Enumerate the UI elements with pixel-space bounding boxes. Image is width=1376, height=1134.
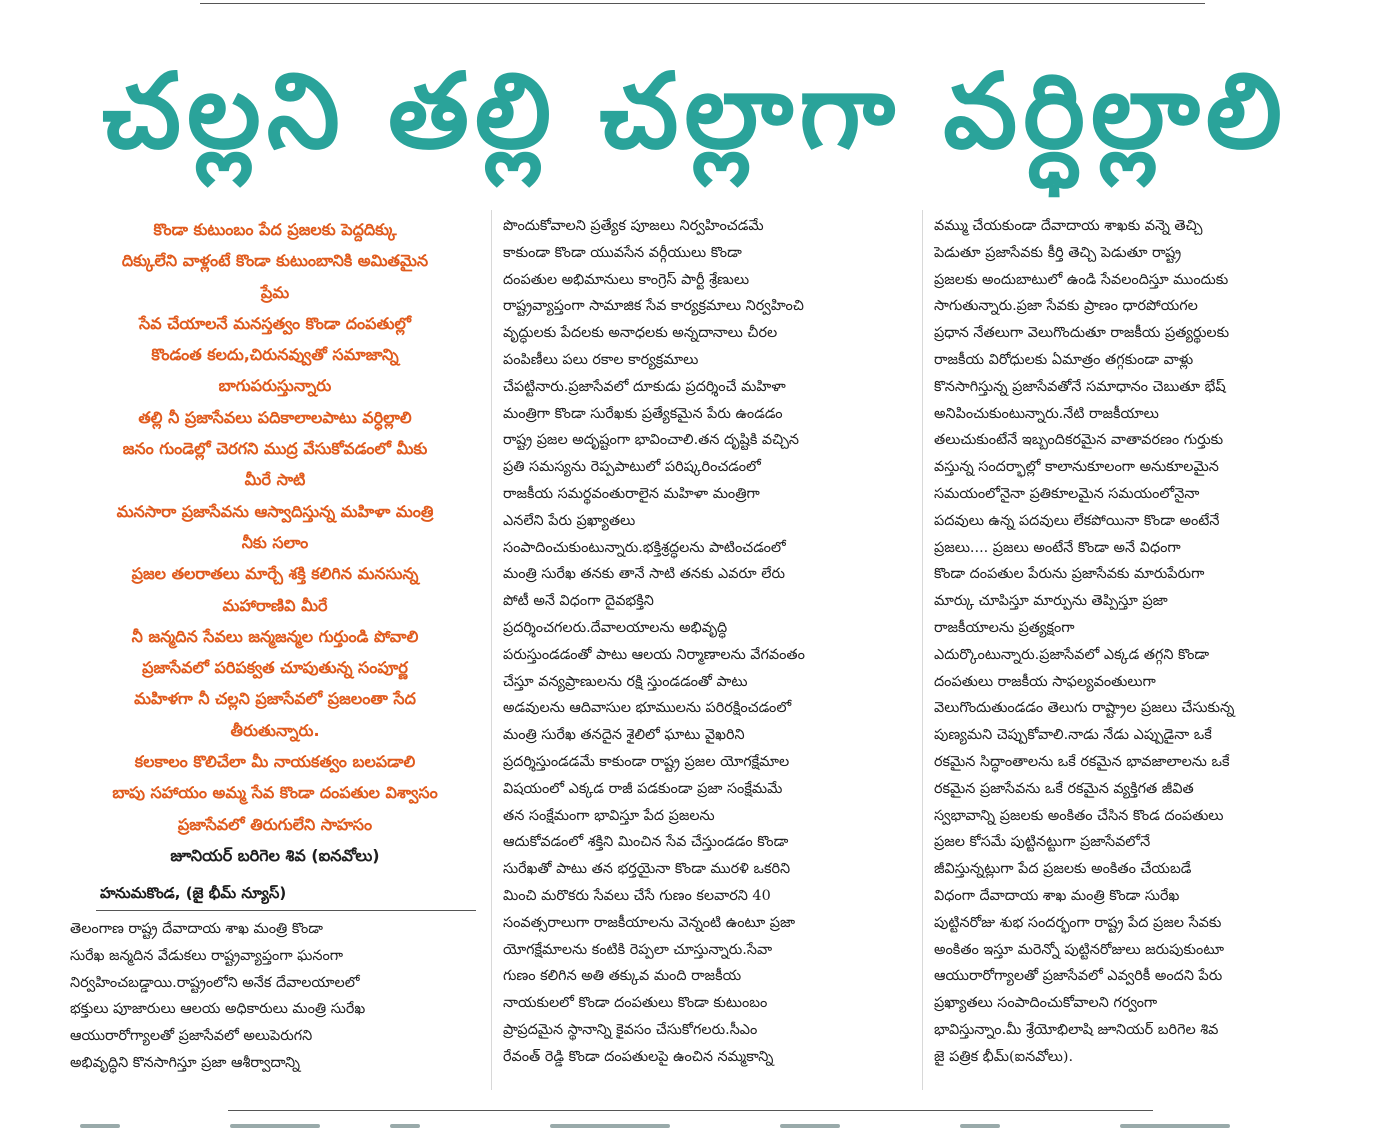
dateline-rule xyxy=(96,910,476,911)
article-line: అభివృద్ధిని కొనసాగిస్తూ ప్రజా ఆశీర్వాదాన్ని xyxy=(70,1054,301,1071)
article-line: అనిపించుకుంటున్నారు.నేటి రాజకీయాలు xyxy=(934,405,1159,422)
article-line: తలుచుకుంటేనే ఇబ్బందికరమైన వాతావరణం గుర్తుకు xyxy=(934,432,1224,449)
article-line: వెలుగొందుతుండడం తెలుగు రాష్ట్రాల ప్రజలు చేసుకున్న xyxy=(934,700,1235,717)
article-line: పుట్టినరోజు శుభ సందర్భంగా రాష్ట్ర పేద ప్రజల సేవకు xyxy=(934,914,1222,931)
article-line: ఎనలేని పేరు ప్రఖ్యాతలు xyxy=(503,512,636,529)
tagline-line: నీకు సలాం xyxy=(241,532,309,552)
article-line: చేస్తూ వన్యప్రాణులను రక్షి స్తుండడంతో పాటు xyxy=(503,673,748,690)
article-line: రేవంత్ రెడ్డి కొండా దంపతులపై ఉంచిన నమ్మకాన్ని xyxy=(503,1048,774,1065)
article-line: ప్రదర్శిస్తుండడమే కాకుండా రాష్ట్ర ప్రజల యోగక్షేమాల xyxy=(503,753,790,770)
article-line: పోటీ అనే విధంగా దైవభక్తిని xyxy=(503,593,654,610)
column-divider xyxy=(922,210,923,1090)
tagline-line: నీ జన్మదిన సేవలు జన్మజన్మల గుర్తుండి పోవాలి xyxy=(131,626,419,646)
article-column-left xyxy=(70,916,478,1077)
article-line: దంపతులు రాజకీయ సాఫల్యవంతులుగా xyxy=(934,673,1156,690)
article-line: భక్తులు పూజారులు ఆలయ అధికారులు మంత్రి సురేఖ xyxy=(70,1001,366,1018)
article-line: సమయంలోనైనా ప్రతికూలమైన సమయంలోనైనా xyxy=(934,485,1200,502)
article-line: దంపతుల అభిమానులు కాంగ్రెస్ పార్టీ శ్రేణులు xyxy=(503,271,750,288)
article-line: నిర్వహించబడ్డాయి.రాష్ట్రంలోని అనేక దేవాలయాలలో xyxy=(70,974,360,991)
tagline-line: బాగుపరుస్తున్నారు xyxy=(218,376,332,396)
article-line: పొందుకోవాలని ప్రత్యేక పూజలు నిర్వహించడమే xyxy=(503,218,764,234)
article-line: మించి మరొకరు సేవలు చేసే గుణం కలవారని 40 xyxy=(503,887,771,904)
article-line: వస్తున్న సందర్భాల్లో కాలానుకూలంగా అనుకూలమైన xyxy=(934,459,1219,476)
tagline-line: ప్రజాసేవలో పరిపక్వత చూపుతున్న సంపూర్ణ xyxy=(142,658,408,678)
article-line: రకమైన సిద్ధాంతాలను ఒకే రకమైన భావజాలాలను ఒకే xyxy=(934,753,1230,770)
headline: చల్లని తల్లి చల్లాగా వర్ధిల్లాలి xyxy=(102,50,1288,172)
article-line: ప్రతి సమస్యను రెప్పపాటులో పరిష్కరించడంలో xyxy=(503,459,761,476)
article-line: సాగుతున్నారు.ప్రజా సేవకు ప్రాణం ధారపోయగల xyxy=(934,298,1198,315)
tagline-block xyxy=(66,214,484,871)
article-line: మంత్రి సురేఖ తనదైన శైలిలో ఘాటు వైఖరిని xyxy=(503,727,745,744)
tagline-line: దిక్కులేని వాళ్లంటే కొండా కుటుంబానికి అమితమైన xyxy=(121,251,429,271)
article-line: తెలంగాణ రాష్ట్ర దేవాదాయ శాఖ మంత్రి కొండా xyxy=(70,921,323,937)
tagline-line: కలకాలం కొలిచేలా మీ నాయకత్వం బలపడాలి xyxy=(134,752,416,772)
article-line: గుణం కలిగిన అతి తక్కువ మంది రాజకీయ xyxy=(503,968,742,985)
article-line: ప్రజలకు అందుబాటులో ఉండి సేవలందిస్తూ ముందుకు xyxy=(934,271,1229,288)
article-line: మంత్రిగా కొండా సురేఖకు ప్రత్యేకమైన పేరు ఉండడం xyxy=(503,405,783,422)
article-line: మార్కు చూపిస్తూ మార్పును తెప్పిస్తూ ప్రజా xyxy=(934,593,1168,610)
dateline: హనుమకొండ, (జై భీమ్ న్యూస్) xyxy=(100,884,287,902)
article-line: వమ్ము చేయకుండా దేవాదాయ శాఖకు వన్నె తెచ్చి xyxy=(934,218,1203,234)
tagline-line: కొండా కుటుంబం పేద ప్రజలకు పెద్దదిక్కు xyxy=(153,220,397,239)
tagline-line: మనసారా ప్రజాసేవను ఆస్వాదిస్తున్న మహిళా మంత్రి xyxy=(116,501,434,521)
article-line: స్వభావాన్ని ప్రజలకు అంకితం చేసిన కొండ దంపతులు xyxy=(934,807,1224,824)
article-line: రాజకీయ సమర్థవంతురాలైన మహిళా మంత్రిగా xyxy=(503,485,760,502)
tagline-line: మీరే సాటి xyxy=(244,470,306,490)
article-line: విషయంలో ఎక్కడ రాజీ పడకుండా ప్రజా సంక్షేమమే xyxy=(503,780,783,797)
article-line: ప్రదర్శించగలరు.దేవాలయాలను అభివృద్ధి xyxy=(503,619,728,636)
article-line: ఆయురారోగ్యాలతో ప్రజాసేవలో అలుపెరుగని xyxy=(70,1028,313,1045)
article-line: సంవత్సరాలుగా రాజకీయాలను వెన్నంటి ఉంటూ ప్రజా xyxy=(503,914,796,931)
article-line: సురేఖ జన్మదిన వేడుకలు రాష్ట్రవ్యాప్తంగా ఘనంగా xyxy=(70,947,344,964)
article-line: భావిస్తున్నాం.మీ శ్రేయోభిలాషి జూనియర్ బరిగెల శివ xyxy=(934,1021,1219,1038)
article-line: ప్రజల కోసమే పుట్టినట్టుగా ప్రజాసేవలోనే xyxy=(934,834,1151,851)
article-line: అంకితం ఇస్తూ మరెన్నో పుట్టినరోజులు జరుపుకుంటూ xyxy=(934,941,1225,958)
article-line: తన సంక్షేమంగా భావిస్తూ పేద ప్రజలను xyxy=(503,807,715,824)
tagline-line: తల్లి నీ ప్రజాసేవలు పదికాలాలపాటు వర్ధిల్లాలి xyxy=(138,407,412,427)
tagline-line: మహారాణివి మీరే xyxy=(222,595,328,615)
article-line: రాజకీయ విరోధులకు ఏమాత్రం తగ్గకుండా వాళ్లు xyxy=(934,351,1194,368)
article-line: విధంగా దేవాదాయ శాఖ మంత్రి కొండా సురేఖ xyxy=(934,887,1180,904)
tagline-line: మహిళగా నీ చల్లని ప్రజాసేవలో ప్రజలంతా సేద xyxy=(134,689,416,709)
next-article-strip xyxy=(80,1124,1300,1132)
tagline-line: ప్రేమ xyxy=(260,282,290,302)
article-line: ప్రజలు.... ప్రజలు అంటేనే కొండా అనే విధంగా xyxy=(934,539,1181,556)
article-line: వృద్ధులకు పేదలకు అనాధలకు అన్నదానాలు చీరల xyxy=(503,325,778,342)
article-line: కాకుండా కొండా యువసేన వర్గీయులు కొండా xyxy=(503,244,742,261)
article-line: చేపట్టినారు.ప్రజాసేవలో దూకుడు ప్రదర్శించే మహిళా xyxy=(503,378,786,395)
article-line: రాష్ట్ర ప్రజల అదృష్టంగా భావించాలి.తన దృష్టికి వచ్చిన xyxy=(503,432,800,449)
tagline-line: ప్రజల తలరాతలు మార్చే శక్తి కలిగిన మనసున్న xyxy=(131,564,419,584)
article-column-right xyxy=(934,213,1346,1071)
byline: జూనియర్ బరిగెల శివ (ఐనవోలు) xyxy=(170,845,380,865)
article-line: అడవులను ఆదివాసుల భూములను పరిరక్షించడంలో xyxy=(503,700,792,717)
article-line: ప్రాప్రదమైన స్థానాన్ని కైవసం చేసుకోగలరు.సీఎం xyxy=(503,1021,758,1038)
bottom-rule xyxy=(228,1110,1153,1111)
article-line: మంత్రి సురేఖ తనకు తానే సాటి తనకు ఎవరూ లేరు xyxy=(503,566,785,583)
tagline-line: ప్రజాసేవలో తిరుగులేని సాహసం xyxy=(177,814,373,834)
article-line: జై పత్రిక భీమ్(ఐనవోలు). xyxy=(934,1048,1074,1065)
article-line: యోగక్షేమాలను కంటికి రెప్పలా చూస్తున్నారు.సేవా xyxy=(503,941,773,958)
tagline-line: బాపు సహాయం అమ్మ సేవ కొండా దంపతుల విశ్వాసం xyxy=(112,783,438,803)
column-divider xyxy=(491,210,492,1090)
article-line: ఆదుకోవడంలో శక్తిని మించిన సేవ చేస్తుండడం కొండా xyxy=(503,834,789,851)
article-line: పంపిణీలు పలు రకాల కార్యక్రమాలు xyxy=(503,351,699,368)
tagline-line: తీరుతున్నారు. xyxy=(230,720,320,740)
article-line: సంపాదించుకుంటున్నారు.భక్తిశ్రద్ధలను పాటించడంలో xyxy=(503,539,786,556)
article-line: పరుస్తుండడంతో పాటు ఆలయ నిర్మాణాలను వేగవంతం xyxy=(503,646,805,663)
article-line: పదవులు ఉన్న పదవులు లేకపోయినా కొండా అంటేనే xyxy=(934,512,1220,529)
article-line: జీవిస్తున్నట్లుగా పేద ప్రజలకు అంకితం చేయబడే xyxy=(934,861,1192,878)
article-line: ప్రధాన నేతలుగా వెలుగొందుతూ రాజకీయ ప్రత్యర్థులకు xyxy=(934,325,1230,342)
article-line: రాష్ట్రవ్యాప్తంగా సామాజిక సేవ కార్యక్రమాలు నిర్వహించి xyxy=(503,298,804,315)
article-line: ఎదుర్కొంటున్నారు.ప్రజాసేవలో ఎక్కడ తగ్గని కొండా xyxy=(934,646,1210,663)
tagline-line: జనం గుండెల్లో చెరగని ముద్ర వేసుకోవడంలో మీకు xyxy=(122,439,428,459)
article-line: రకమైన ప్రజాసేవను ఒకే రకమైన వ్యక్తిగత జీవిత xyxy=(934,780,1194,797)
article-line: ఆయురారోగ్యాలతో ప్రజాసేవలో ఎవ్వరికీ అందని పేరు xyxy=(934,968,1223,985)
article-line: పెడుతూ ప్రజాసేవకు కీర్తి తెచ్చి పెడుతూ రాష్ట్ర xyxy=(934,244,1182,261)
article-line: ప్రఖ్యాతలు సంపాదించుకోవాలని గర్వంగా xyxy=(934,995,1158,1012)
article-line: నాయకులలో కొండా దంపతులు కొండా కుటుంబం xyxy=(503,995,768,1012)
article-line: కొండా దంపతుల పేరును ప్రజాసేవకు మారుపేరుగా xyxy=(934,566,1205,583)
article-line: రాజకీయాలను ప్రత్యక్షంగా xyxy=(934,619,1075,636)
tagline-line: కొండంత కలదు,చిరునవ్వుతో సమాజాన్ని xyxy=(151,345,399,365)
article-line: పుణ్యమని చెప్పుకోవాలి.నాడు నేడు ఎప్పుడైనా ఒకే xyxy=(934,727,1212,744)
article-column-middle xyxy=(503,213,913,1071)
top-rule xyxy=(200,3,1205,4)
tagline-line: సేవ చేయాలనే మనస్తత్వం కొండా దంపతుల్లో xyxy=(139,313,411,333)
article-line: సురేఖతో పాటు తన భర్తయైనా కొండా మురళి ఒకరిని xyxy=(503,861,791,878)
article-line: కొనసాగిస్తున్న ప్రజాసేవతోనే సమాధానం చెబుతూ భేష్ xyxy=(934,378,1226,395)
